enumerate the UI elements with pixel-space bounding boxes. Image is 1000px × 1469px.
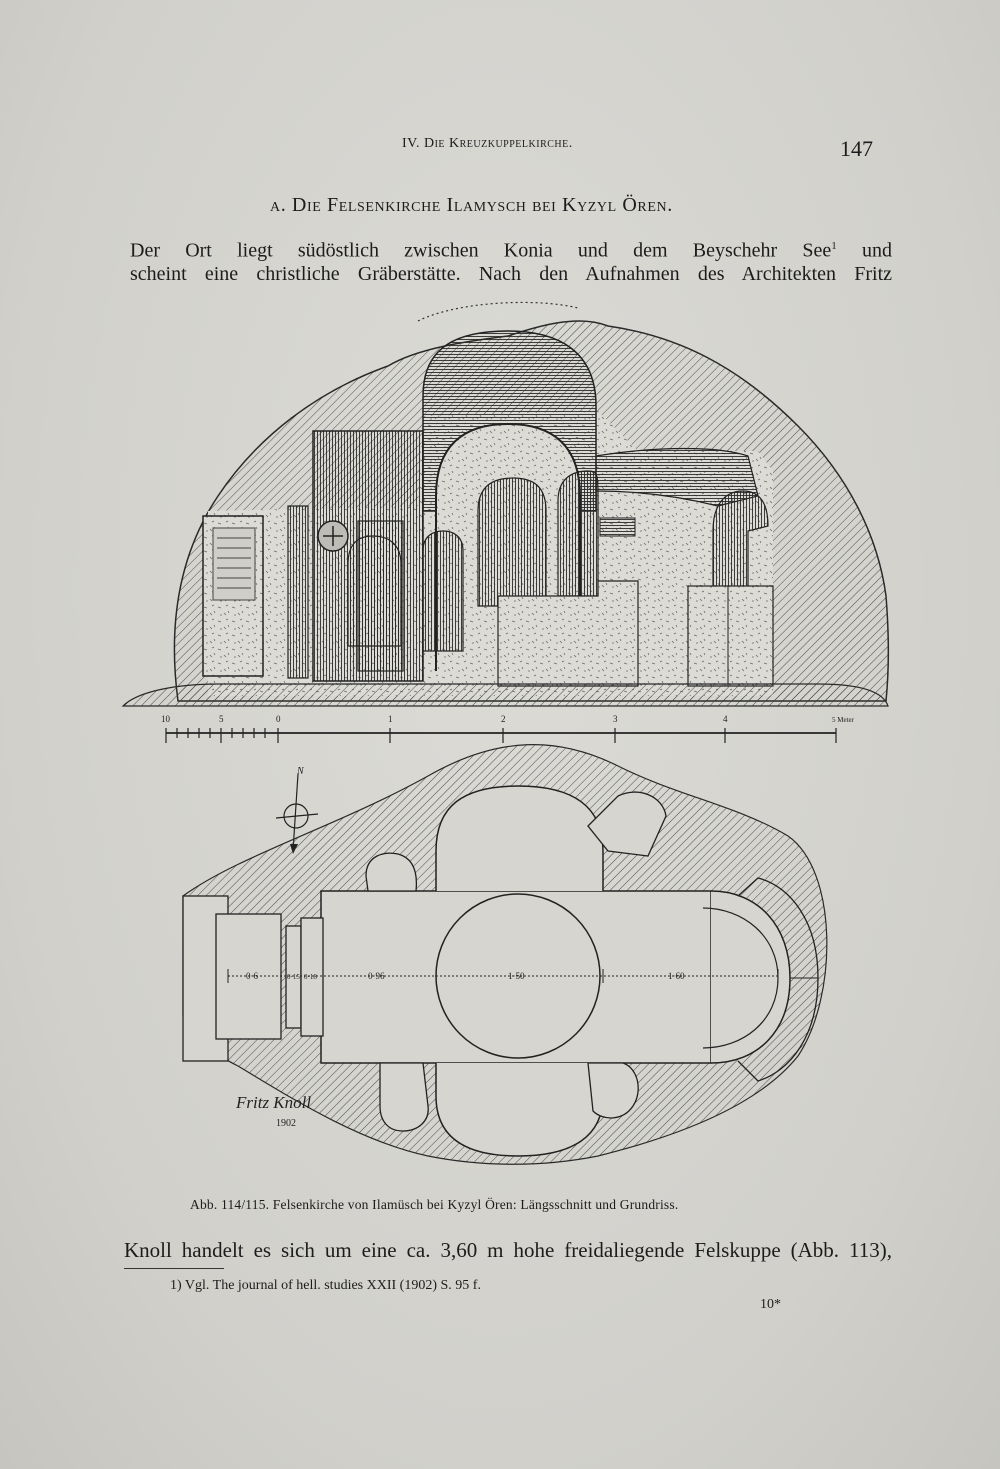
dimension-label: 0·96 <box>368 971 385 981</box>
body-line-1: Der Ort liegt südöstlich zwischen Konia und dem Beyschehr See$^1$ und <box>130 239 892 262</box>
dimension-label: 1·50 <box>508 971 525 981</box>
body-line-3: Knoll handelt es sich um eine ca. 3,60 m hohe freidaliegende Felskuppe (Abb. 113), <box>124 1238 892 1262</box>
scale-label: 4 <box>723 714 728 724</box>
scale-label: 2 <box>501 714 506 724</box>
artist-signature-year: 1902 <box>276 1118 296 1129</box>
scale-label: 5 Meter <box>832 716 854 724</box>
body-line-2: scheint eine christliche Gräberstätte. Nach den Aufnahmen des Architekten Fritz <box>130 263 892 285</box>
artist-signature: Fritz Knoll <box>236 1093 312 1112</box>
ground-plan <box>183 745 827 1165</box>
dimension-label: 1·60 <box>668 971 685 981</box>
footnote-rule <box>124 1268 224 1269</box>
scale-bar <box>161 714 855 743</box>
figure-church-section-and-plan <box>118 296 893 1176</box>
scale-label: 3 <box>613 714 618 724</box>
dimension-label: 0·15 <box>287 973 300 981</box>
inscription-tablet <box>213 528 255 600</box>
page-number: 147 <box>840 136 873 161</box>
dimension-label: 0·18 <box>304 973 317 981</box>
running-title: IV. Die Kreuzkuppelkirche. <box>402 136 573 151</box>
dimension-label: 0·6 <box>246 971 258 981</box>
printer-signature-mark: 10* <box>760 1297 781 1312</box>
scale-label: 0 <box>276 714 281 724</box>
footnote-ref[interactable]: 1 <box>831 240 837 252</box>
footnote: 1) Vgl. The journal of hell. studies XXII (1902) S. 95 f. <box>170 1278 481 1293</box>
scale-label: 1 <box>388 714 393 724</box>
figure-caption: Abb. 114/115. Felsenkirche von Ilamüsch bei Kyzyl Ören: Längsschnitt und Grundriss. <box>190 1197 679 1212</box>
section-title: a. Die Felsenkirche Ilamysch bei Kyzyl Ören. <box>270 194 673 216</box>
scale-label: 5 <box>219 714 224 724</box>
scale-label: 10 <box>161 714 170 724</box>
north-label: N <box>297 766 304 777</box>
longitudinal-section <box>123 302 888 706</box>
